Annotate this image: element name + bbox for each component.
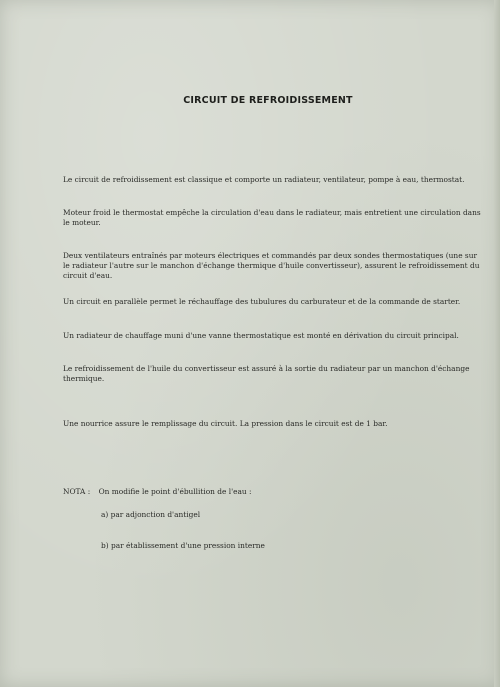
- paragraph-3: Deux ventilateurs entraînés par moteurs électriques et commandés par deux sondes thermostatiques (une sur le radiateur l'autre sur le manchon d'échange thermique d'huile convertisseur), assurent le refroidissement du circuit d'eau.: [63, 251, 480, 280]
- nota-line: [63, 487, 252, 496]
- paragraph-1: Le circuit de refroidissement est classique et comporte un radiateur, ventilateur, pompe à eau, thermostat.: [63, 175, 465, 184]
- paragraph-6: Le refroidissement de l'huile du convertisseur est assuré à la sortie du radiateur par un manchon d'échange thermique.: [63, 364, 470, 383]
- nota-item-a: a) par adjonction d'antigel: [101, 510, 201, 519]
- nota-text: On modifie le point d'ébullition de l'eau :: [98, 487, 252, 496]
- nota-item-b: b) par établissement d'une pression interne: [101, 541, 265, 550]
- page-title: CIRCUIT DE REFROIDISSEMENT: [183, 95, 353, 106]
- paragraph-2: Moteur froid le thermostat empêche la circulation d'eau dans le radiateur, mais entretient une circulation dans le moteur.: [63, 208, 481, 227]
- paragraph-4: Un circuit en parallèle permet le réchauffage des tubulures du carburateur et de la commande de starter.: [63, 297, 461, 306]
- paragraph-5: Un radiateur de chauffage muni d'une vanne thermostatique est monté en dérivation du circuit principal.: [63, 331, 459, 340]
- paragraph-7: Une nourrice assure le remplissage du circuit. La pression dans le circuit est de 1 bar.: [63, 419, 388, 428]
- nota-label: NOTA :: [63, 487, 91, 496]
